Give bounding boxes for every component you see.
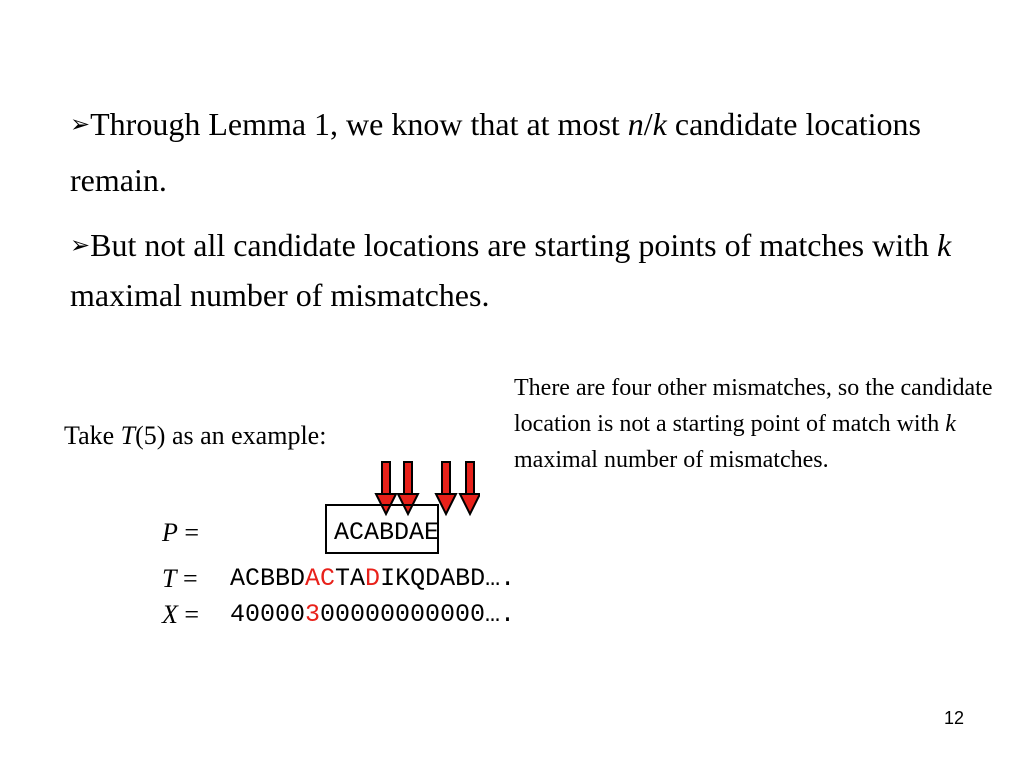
note-text-a: There are four other mismatches, so the candidate location is not a starting point of match with xyxy=(514,375,993,437)
example-caption xyxy=(64,418,326,454)
bullet1-text-b: candidate locations remain. xyxy=(70,106,921,198)
bullet1-text-a: Through Lemma 1, we know that at most xyxy=(90,106,628,142)
bullet2-italic-k: k xyxy=(937,227,952,263)
bullet2-text-b: maximal number of mismatches. xyxy=(70,277,490,313)
bullet-candidates xyxy=(70,220,970,320)
mismatch-highlight: AC xyxy=(305,564,336,593)
mismatch-highlight: D xyxy=(365,564,381,593)
bullet1-slash: / xyxy=(643,106,653,142)
bullet1-italic-k: k xyxy=(652,106,667,142)
bullet-arrow-icon: ➢ xyxy=(70,231,91,259)
mismatch-count-value: 40000300000000000…. xyxy=(230,600,516,629)
note-italic-k: k xyxy=(945,411,956,437)
example-italic-t: T xyxy=(120,421,136,450)
t-label: T = xyxy=(162,564,198,593)
pattern-value: ACABDAE xyxy=(334,518,440,547)
x-label: X = xyxy=(162,600,200,629)
bullet2-text-a: But not all candidate locations are starting points of matches with xyxy=(90,227,938,263)
text-value: ACBBDACTADIKQDABD…. xyxy=(230,564,516,593)
down-arrow-icon xyxy=(436,462,456,514)
page-number: 12 xyxy=(943,708,964,728)
bullet1-italic-n: n xyxy=(627,106,644,142)
candidate-highlight: 3 xyxy=(305,600,321,629)
bullet-lemma xyxy=(70,96,970,208)
example-text-a: Take xyxy=(64,421,121,450)
note-text-b: maximal number of mismatches. xyxy=(514,447,829,473)
bullet-arrow-icon: ➢ xyxy=(70,110,91,138)
example-text-b: (5) as an example: xyxy=(135,421,327,450)
mismatch-note xyxy=(514,370,1004,478)
down-arrow-icon xyxy=(460,462,480,514)
p-label: P = xyxy=(162,518,200,547)
